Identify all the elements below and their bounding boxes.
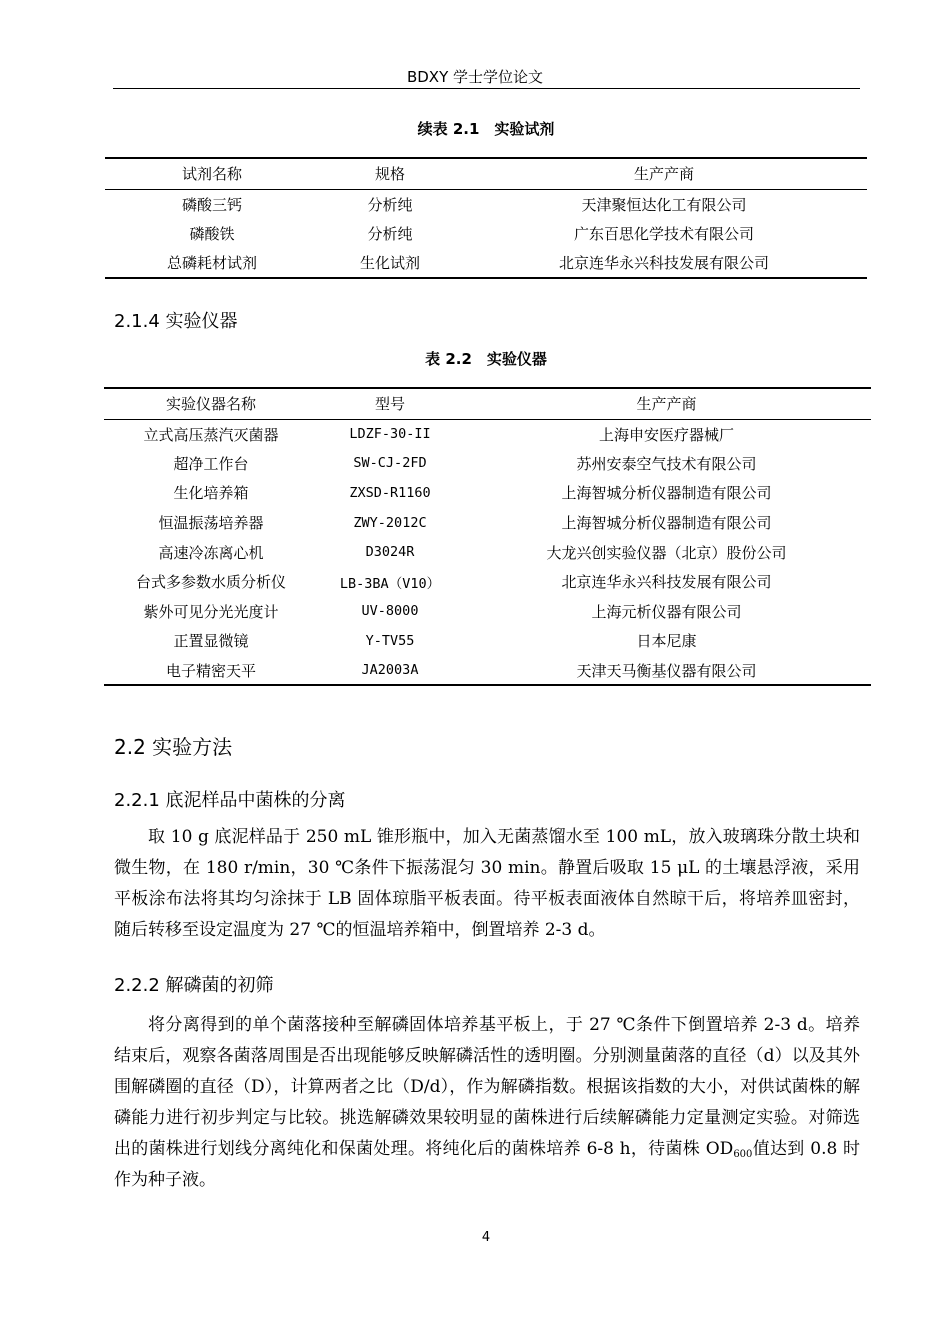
reagents-table: [105, 157, 867, 279]
table-cell: 紫外可见分光光度计: [143, 602, 279, 621]
section-heading-2-1-4: 2.1.4 实验仪器: [114, 311, 238, 332]
table-cell: JA2003A: [318, 656, 462, 686]
paragraph-2-2-2: [114, 1010, 860, 1196]
table-cell: 天津天马衡基仪器有限公司: [462, 656, 871, 686]
table-row: [104, 656, 871, 686]
table-cell: LDZF-30-II: [349, 426, 431, 443]
table-cell: D3024R: [365, 544, 415, 561]
table-row: [104, 597, 871, 627]
table-row: [104, 508, 871, 538]
paragraph-2-2-1: 取 10 g 底泥样品于 250 mL 锥形瓶中，加入无菌蒸馏水至 100 mL，放入玻璃珠分散土块和微生物，在 180 r/min，30 ℃条件下振荡混匀 30 min。静置后吸取 15 μL 的土壤悬浮液，采用平板涂布法将其均匀涂抹于 LB 固体琼脂平板表面。待平板表面液体自然晾干后，将培养皿密封，随后转移至设定温度为 27 ℃的恒温培养箱中，倒置培养 2-3 d。: [114, 827, 860, 940]
table-row: [104, 567, 871, 597]
table-cell: 分析纯: [367, 224, 413, 243]
table-row: [104, 478, 871, 508]
table-cell: 大龙兴创实验仪器（北京）股份公司: [546, 543, 787, 562]
table-row: [105, 189, 867, 219]
table-cell: 苏州安泰空气技术有限公司: [576, 454, 757, 473]
table-cell: 上海智城分析仪器制造有限公司: [561, 484, 772, 503]
table-cell: 生化试剂: [319, 248, 461, 278]
instruments-table: [104, 387, 871, 686]
paragraph-text-tail: 值达到 0.8 时作为种子液。: [114, 1139, 860, 1190]
section-heading-2-2-2: 2.2.2 解磷菌的初筛: [114, 975, 274, 996]
table-cell: 北京连华永兴科技发展有限公司: [461, 248, 867, 278]
table-cell: 磷酸三钙: [181, 195, 242, 214]
section-heading-2-2-1: 2.2.1 底泥样品中菌株的分离: [114, 790, 346, 811]
table-2-1-caption: 续表 2.1 实验试剂: [417, 120, 555, 138]
page-number: 4: [481, 1230, 491, 1245]
table-cell: 日本尼康: [636, 632, 697, 651]
table-cell: 上海申安医疗器械厂: [598, 425, 734, 444]
table-cell: Y-TV55: [365, 632, 415, 649]
table-cell: ZWY-2012C: [353, 514, 427, 531]
table-cell: SW-CJ-2FD: [353, 455, 427, 472]
table-row: [104, 537, 871, 567]
table-row: [104, 626, 871, 656]
table-2-2-caption: 表 2.2 实验仪器: [425, 350, 547, 368]
column-header: 实验仪器名称: [104, 388, 318, 419]
column-header: 规格: [319, 158, 461, 189]
table-cell: 天津聚恒达化工有限公司: [581, 195, 747, 214]
table-header-row: [104, 388, 871, 419]
table-cell: UV-8000: [361, 603, 419, 620]
table-cell: 分析纯: [367, 195, 413, 214]
column-header: 试剂名称: [105, 158, 319, 189]
od-subscript: 600: [733, 1149, 753, 1160]
column-header: 型号: [318, 388, 462, 419]
table-cell: 北京连华永兴科技发展有限公司: [561, 573, 772, 592]
table-row: [104, 419, 871, 449]
section-heading-2-2: 2.2 实验方法: [114, 735, 233, 759]
table-cell: 电子精密天平: [104, 656, 318, 686]
table-row: [105, 248, 867, 278]
column-header: 生产产商: [462, 388, 871, 419]
paragraph-text: 将分离得到的单个菌落接种至解磷固体培养基平板上，于 27 ℃条件下倒置培养 2-3 d。培养结束后，观察各菌落周围是否出现能够反映解磷活性的透明圈。分别测量菌落的直径（d）以及其外围解磷圈的直径（D），计算两者之比（D/d），作为解磷指数。根据该指数的大小，对供试菌株的解磷能力进行初步判定与比较。挑选解磷效果较明显的菌株进行后续解磷能力定量测定实验。对筛选出的菌株进行划线分离纯化和保菌处理。将纯化后的菌株培养 6-8 h，待菌株 OD: [114, 1015, 860, 1159]
table-cell: 上海元析仪器有限公司: [591, 602, 742, 621]
table-row: [104, 449, 871, 479]
table-row: [105, 219, 867, 249]
table-cell: 生化培养箱: [173, 484, 249, 503]
table-cell: 超净工作台: [173, 454, 249, 473]
table-cell: 磷酸铁: [189, 224, 235, 243]
table-cell: 高速冷冻离心机: [158, 543, 264, 562]
table-cell: 正置显微镜: [173, 632, 249, 651]
table-cell: 上海智城分析仪器制造有限公司: [561, 514, 772, 533]
table-cell: 立式高压蒸汽灭菌器: [143, 425, 279, 444]
table-cell: 恒温振荡培养器: [158, 514, 264, 533]
running-header: BDXY 学士学位论文: [406, 68, 544, 86]
table-cell: LB-3BA（V10）: [339, 575, 441, 592]
table-cell: ZXSD-R1160: [349, 484, 431, 501]
header-rule: [113, 88, 860, 89]
table-cell: 总磷耗材试剂: [105, 248, 319, 278]
table-header-row: [105, 158, 867, 189]
table-cell: 广东百思化学技术有限公司: [573, 224, 754, 243]
table-cell: 台式多参数水质分析仪: [135, 573, 286, 592]
column-header: 生产产商: [461, 158, 867, 189]
